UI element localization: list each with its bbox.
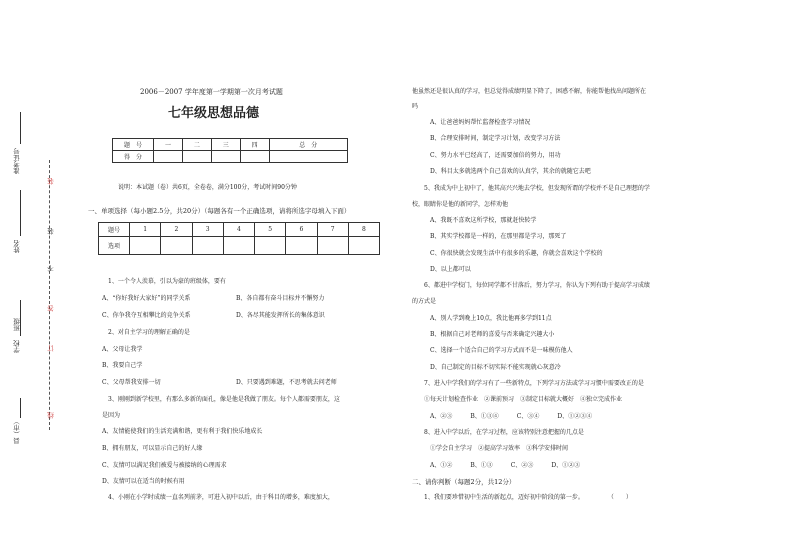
right-line: 8、进入中学以后，在学习过程，应该特别注意把握的几点是 <box>424 429 584 436</box>
score-table-cell: 总 分 <box>269 139 347 151</box>
answer-table-cell: 题号 <box>99 223 130 237</box>
answer-table-cell: 7 <box>317 223 348 237</box>
question-line: B、拥有朋友，可以显示自己的好人缘 <box>102 445 203 452</box>
score-table-cell[interactable] <box>269 151 347 163</box>
question-line: A、友情能使我们的生活充满和谐，更有利于我们快乐地成长 <box>102 428 263 435</box>
right-line: A、②③ B、①③④ C、③④ D、①②③④ <box>430 413 593 420</box>
answer-table <box>98 222 380 255</box>
seal-mark-3: 答 <box>47 305 55 312</box>
score-table-cell: 四 <box>240 139 269 151</box>
right-line: B、根据自己对老师的喜爱与否来确定兴趣大小 <box>430 331 555 338</box>
right-line: 7、进入中学我们的学习有了一些新特点，下列学习方法或学习习惯中需要改正的是 <box>424 380 644 387</box>
answer-table-cell[interactable] <box>192 237 223 255</box>
label-name: 姓名 <box>13 240 21 253</box>
answer-table-cell: 8 <box>348 223 379 237</box>
right-line: D、自己制定的目标不切实际不能实现就心灰意冷 <box>430 364 561 371</box>
answer-table-cell: 5 <box>255 223 286 237</box>
answer-table-cell[interactable] <box>286 237 317 255</box>
right-line: 1、我们要珍惜初中生活的新起点，迈好初中阶段的第一步。 （ ） <box>424 494 632 501</box>
right-line: A、我既不喜欢这所学校，那就赶快转学 <box>430 217 537 224</box>
right-line: ①学会自主学习 ②提高学习效率 ③科学安排时间 <box>430 445 569 452</box>
seal-mark-1: 装 <box>47 228 55 235</box>
label-exam-number: 准考证号 <box>13 148 21 174</box>
right-line: 吗 <box>412 103 419 110</box>
binding-dashed-line <box>49 160 50 430</box>
answer-table-cell[interactable] <box>223 237 254 255</box>
question-line: C、你争我夺互相攀比的竞争关系 <box>102 312 191 319</box>
right-line: 6、都进中学校门，每位同学都不甘落后，努力学习，你认为下列有助于提高学习成绩 <box>424 282 650 289</box>
answer-table-cell: 2 <box>161 223 192 237</box>
right-line: C、努力水平已经高了，还需要加倍的努力，用功 <box>430 152 561 159</box>
score-table-cell[interactable] <box>211 151 240 163</box>
label-school: 学校 <box>13 340 21 353</box>
answer-table-cell[interactable] <box>130 237 161 255</box>
question-line: 2、对自主学习的理解正确的是 <box>108 329 190 336</box>
score-table-cell[interactable] <box>154 151 183 163</box>
right-line: A、①② B、①③ C、②③ D、①②③ <box>430 462 581 469</box>
answer-table-cell: 6 <box>286 223 317 237</box>
right-line: B、合理安排时间，制定学习计划，改变学习方法 <box>430 135 561 142</box>
answer-table-cell[interactable] <box>161 237 192 255</box>
right-line: 校，眼睛你是他的新同学，怎样劝他 <box>412 201 509 208</box>
score-table-cell: 一 <box>154 139 183 151</box>
right-line: D、科目太多就选两个自己喜欢的认真学，其余的就随它去吧 <box>430 168 591 175</box>
right-line: B、其实学校都是一样的，在那里都是学习，那死了 <box>430 233 567 240</box>
exam-title: 2006－2007 学年度第一学期第一次月考试题 <box>140 88 283 96</box>
question-line: B、我要自己学 <box>102 362 143 369</box>
answer-table-cell[interactable] <box>348 237 379 255</box>
score-table-cell: 得 分 <box>113 151 154 163</box>
question-line: 是因为 <box>102 412 121 419</box>
right-line: C、你很快就会发现生活中有很多的乐趣，你就会喜欢这个学校的 <box>430 250 603 257</box>
subject-title: 七年级思想品德 <box>168 106 260 121</box>
question-line: D、友情可以在适当的时候有用 <box>102 478 185 485</box>
answer-table-cell[interactable] <box>317 237 348 255</box>
question-line: C、友情可以满足我们被爱与被接纳的心理需求 <box>102 462 227 469</box>
answer-table-cell[interactable] <box>255 237 286 255</box>
label-class: 班级 <box>13 318 21 331</box>
right-line: 的方式是 <box>412 298 437 305</box>
question-line: A、父母让我学 <box>102 346 143 353</box>
question-line: C、父母帮我安排一切 <box>102 379 161 386</box>
score-table <box>112 138 348 163</box>
seal-mark-2: 不 <box>47 265 55 272</box>
instructions: 说明：本试题（卷）共6页，全卷卷，满分100分，考试时间90分钟 <box>118 184 297 191</box>
answer-table-cell: 3 <box>192 223 223 237</box>
exam-number-line <box>20 112 21 144</box>
answer-table-cell: 1 <box>130 223 161 237</box>
right-line: ①每天计划检查作业 ②课前预习 ③制定目标就大概好 ④独立完成作业 <box>424 396 623 403</box>
right-line: C、选择一个适合自己的学习方式而不是一味模仿他人 <box>430 347 573 354</box>
county-line <box>20 398 21 418</box>
right-line: A、让爸爸妈妈帮忙监督检查学习情况 <box>430 119 531 126</box>
label-county: 县（市） <box>13 418 21 444</box>
question-line: 4、小刚在小学时成绩一直名列前茅，可进入初中以后，由于科目的增多，难度加大， <box>108 494 334 501</box>
score-table-cell[interactable] <box>240 151 269 163</box>
score-table-cell[interactable] <box>182 151 211 163</box>
score-table-cell: 二 <box>182 139 211 151</box>
question-line: 3、刚刚到新学校里，有那么多新的面孔，像是他是我做了朋友。每个人都需要朋友，这 <box>108 396 340 403</box>
answer-table-cell: 4 <box>223 223 254 237</box>
question-line: D、只要遇到难题，不思考就去问老师 <box>236 379 337 386</box>
seal-mark-4: 订 <box>47 345 55 352</box>
right-line: A、别人学到晚上10点，我比他再多学到11点 <box>430 315 552 322</box>
question-line: B、各自都有奋斗目标并不懈努力 <box>236 295 325 302</box>
question-line: D、各尽其能发挥所长的集体意识 <box>236 312 325 319</box>
score-table-cell: 三 <box>211 139 240 151</box>
answer-table-cell: 选项 <box>99 237 130 255</box>
right-line: 他虽然还是很认真的学习，但总觉得成绩明显下降了，困惑不解，你能帮他找出问题所在 <box>412 88 647 95</box>
right-line: 5、我成为中上初中了，他其高兴兴地去学校，但发现所谓的学校并不是自己理想的学 <box>424 185 650 192</box>
question-line: 1、一个令人羡慕，引以为豪的班级体，要有 <box>108 278 226 285</box>
section1-heading: 一、单项选择（每小题2.5分，共20分）（每题各有一个正确选项，请将所选字母填入下面） <box>88 207 351 215</box>
right-line: D、以上都可以 <box>430 266 471 273</box>
score-table-cell: 题 号 <box>113 139 154 151</box>
name-line <box>20 190 21 236</box>
question-line: A、“你好我好大家好”的同学关系 <box>102 295 191 302</box>
seal-mark-left: 装 <box>47 178 55 185</box>
section2-heading: 二、请你判断（每题2分，共12分） <box>412 478 516 486</box>
seal-mark-5: 线 <box>47 412 55 419</box>
